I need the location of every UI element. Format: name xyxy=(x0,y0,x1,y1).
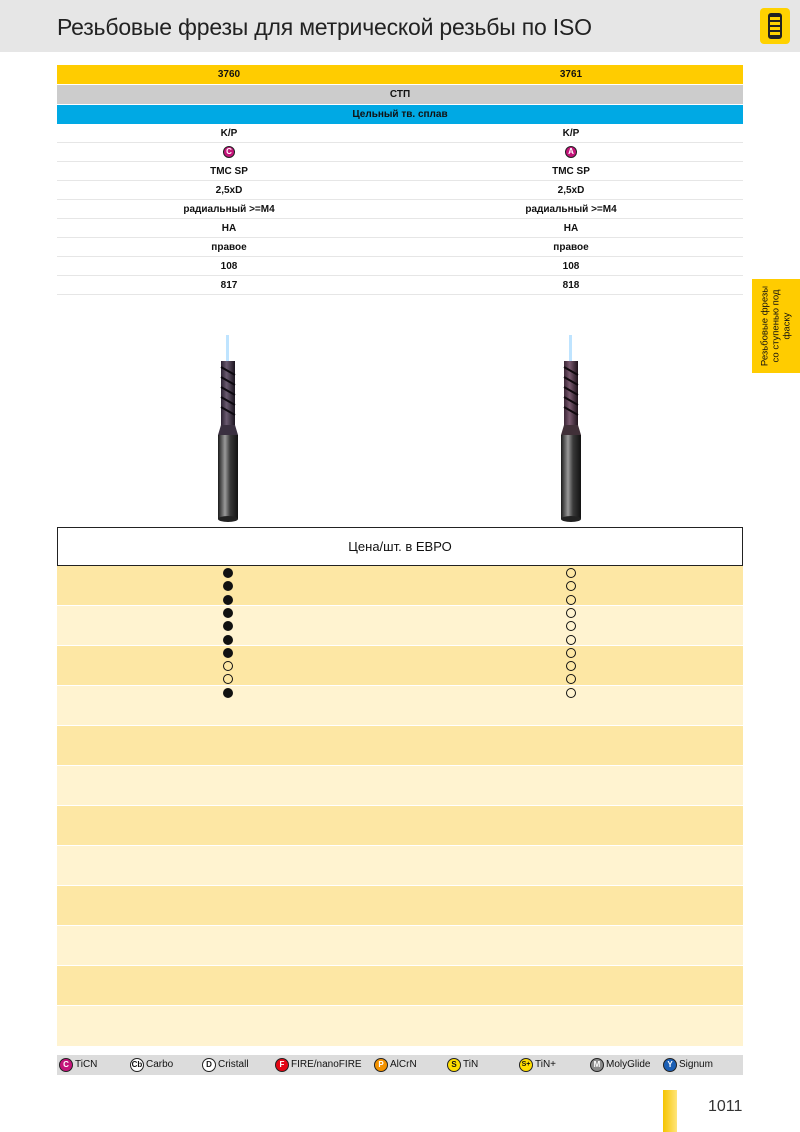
availability-dot-empty xyxy=(566,568,576,578)
table-row xyxy=(57,566,743,606)
product-code-3760: 3760 xyxy=(217,69,241,80)
legend-item-cristall: D Cristall xyxy=(202,1058,249,1072)
table-row xyxy=(57,686,743,726)
series-col2: TMC SP xyxy=(552,166,590,177)
legend-badge-icon: Cb xyxy=(130,1058,144,1072)
availability-dot-filled xyxy=(223,595,233,605)
table-row xyxy=(57,606,743,646)
type-label: СТП xyxy=(389,89,411,100)
length-col1: 2,5xD xyxy=(215,185,243,196)
table-row xyxy=(57,1006,743,1046)
spec-row-shank xyxy=(57,219,743,238)
table-row xyxy=(57,886,743,926)
legend-badge-icon: M xyxy=(590,1058,604,1072)
legend-item-molyglide: M MolyGlide xyxy=(590,1058,650,1072)
availability-dot-filled xyxy=(223,688,233,698)
coating-legend xyxy=(57,1055,743,1075)
legend-badge-icon: S+ xyxy=(519,1058,533,1072)
availability-dot-empty xyxy=(566,595,576,605)
legend-item-signum: Y Signum xyxy=(663,1058,713,1072)
coating-badge-col2: A xyxy=(565,146,577,158)
grade-col1: K/P xyxy=(220,128,238,139)
legend-badge-icon: Y xyxy=(663,1058,677,1072)
spec-row-direction xyxy=(57,238,743,257)
table-row xyxy=(57,926,743,966)
availability-dot-filled xyxy=(223,608,233,618)
product-code-3761: 3761 xyxy=(559,69,583,80)
legend-badge-icon: D xyxy=(202,1058,216,1072)
availability-dot-empty xyxy=(566,648,576,658)
spec-row-ref1 xyxy=(57,257,743,276)
legend-item-ticn: C TiCN xyxy=(59,1058,97,1072)
ref2-col2: 818 xyxy=(562,280,580,291)
shank-col2: HA xyxy=(563,223,579,234)
spec-row-series xyxy=(57,162,743,181)
legend-item-tin: S TiN xyxy=(447,1058,478,1072)
spec-row-cooling xyxy=(57,200,743,219)
legend-badge-icon: S xyxy=(447,1058,461,1072)
ref2-col1: 817 xyxy=(220,280,238,291)
table-row xyxy=(57,726,743,766)
cooling-col2: радиальный >=M4 xyxy=(525,204,617,215)
table-row xyxy=(57,806,743,846)
legend-item-fire: F FIRE/nanoFIRE xyxy=(275,1058,362,1072)
series-col1: TMC SP xyxy=(210,166,248,177)
table-row xyxy=(57,846,743,886)
availability-dot-empty xyxy=(566,608,576,618)
spec-row-coating xyxy=(57,143,743,162)
length-col2: 2,5xD xyxy=(557,185,585,196)
thread-mill-icon xyxy=(760,8,790,44)
direction-col1: правое xyxy=(211,242,247,253)
side-tab-label: Резьбовые фрезы со ступенью под фаску xyxy=(759,285,793,367)
spec-row-length xyxy=(57,181,743,200)
spec-row-ref2 xyxy=(57,276,743,295)
side-tab[interactable] xyxy=(752,279,800,373)
availability-dot-filled xyxy=(223,635,233,645)
cooling-col1: радиальный >=M4 xyxy=(183,204,275,215)
coating-badge-col1: C xyxy=(223,146,235,158)
table-row xyxy=(57,966,743,1006)
ref1-col2: 108 xyxy=(562,261,580,272)
price-header: Цена/шт. в ЕВРО xyxy=(57,527,743,566)
direction-col2: правое xyxy=(553,242,589,253)
footer-accent-bar xyxy=(663,1090,677,1132)
type-row xyxy=(57,85,743,104)
legend-badge-icon: C xyxy=(59,1058,73,1072)
legend-badge-icon: F xyxy=(275,1058,289,1072)
availability-dot-filled xyxy=(223,648,233,658)
ref1-col1: 108 xyxy=(220,261,238,272)
availability-dot-filled xyxy=(223,568,233,578)
page-number: 1011 xyxy=(708,1098,743,1115)
availability-dot-empty xyxy=(566,688,576,698)
table-row xyxy=(57,646,743,686)
product-code-row xyxy=(57,65,743,84)
page-header xyxy=(0,0,800,52)
legend-badge-icon: P xyxy=(374,1058,388,1072)
table-row xyxy=(57,766,743,806)
material-label: Цельный тв. сплав xyxy=(352,109,448,120)
spec-row-grade xyxy=(57,124,743,143)
tool-image-3760 xyxy=(208,335,248,525)
shank-col1: HA xyxy=(221,223,237,234)
legend-item-alcrn: P AlCrN xyxy=(374,1058,417,1072)
legend-item-tin-plus: S+ TiN+ xyxy=(519,1058,556,1072)
material-row xyxy=(57,105,743,124)
legend-item-carbo: Cb Carbo xyxy=(131,1059,174,1070)
availability-dot-empty xyxy=(566,635,576,645)
grade-col2: K/P xyxy=(562,128,580,139)
page-title: Резьбовые фрезы для метрической резьбы по ISO xyxy=(57,14,592,40)
tool-image-3761 xyxy=(551,335,591,525)
